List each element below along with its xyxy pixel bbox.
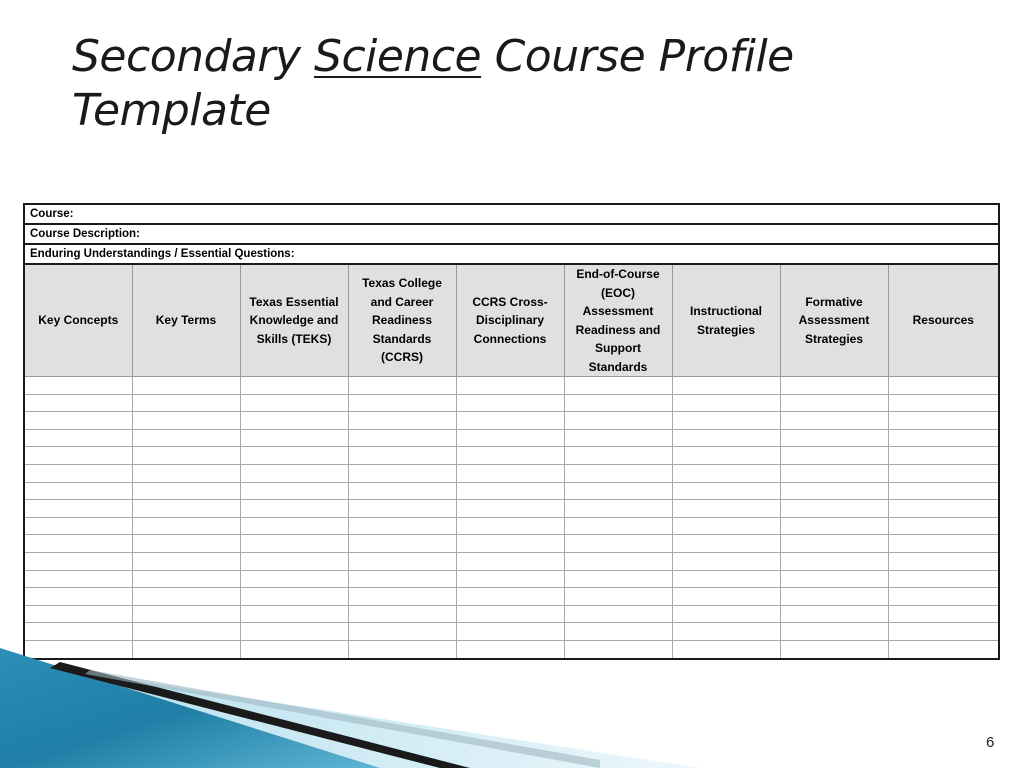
table-cell[interactable] xyxy=(240,412,348,430)
table-cell[interactable] xyxy=(888,535,999,553)
table-row xyxy=(24,447,999,465)
table-cell[interactable] xyxy=(24,552,132,570)
table-row xyxy=(24,517,999,535)
table-row xyxy=(24,412,999,430)
table-cell[interactable] xyxy=(888,570,999,588)
table-cell[interactable] xyxy=(564,588,672,606)
table-cell[interactable] xyxy=(888,605,999,623)
table-cell[interactable] xyxy=(132,377,240,395)
table-cell[interactable] xyxy=(240,394,348,412)
table-cell[interactable] xyxy=(780,429,888,447)
table-cell[interactable] xyxy=(348,394,456,412)
table-cell[interactable] xyxy=(132,570,240,588)
course-description-field[interactable]: Course Description: xyxy=(24,224,999,244)
table-cell[interactable] xyxy=(780,552,888,570)
table-cell[interactable] xyxy=(456,377,564,395)
table-cell[interactable] xyxy=(24,464,132,482)
course-field[interactable]: Course: xyxy=(24,204,999,224)
table-cell[interactable] xyxy=(780,640,888,658)
table-cell[interactable] xyxy=(132,482,240,500)
table-cell[interactable] xyxy=(672,500,780,518)
table-cell[interactable] xyxy=(132,394,240,412)
table-cell[interactable] xyxy=(888,482,999,500)
column-header-key-concepts: Key Concepts xyxy=(24,264,132,377)
table-cell[interactable] xyxy=(240,552,348,570)
table-cell[interactable] xyxy=(348,517,456,535)
table-cell[interactable] xyxy=(240,482,348,500)
table-cell[interactable] xyxy=(780,535,888,553)
table-cell[interactable] xyxy=(348,588,456,606)
title-prefix: Secondary xyxy=(72,31,315,82)
table-cell[interactable] xyxy=(132,464,240,482)
table-cell[interactable] xyxy=(672,447,780,465)
table-cell[interactable] xyxy=(240,623,348,641)
table-cell[interactable] xyxy=(24,429,132,447)
table-cell[interactable] xyxy=(240,500,348,518)
table-cell[interactable] xyxy=(348,552,456,570)
table-cell[interactable] xyxy=(672,464,780,482)
page-number: 6 xyxy=(986,734,995,751)
table-row xyxy=(24,535,999,553)
table-cell[interactable] xyxy=(672,482,780,500)
slide-title xyxy=(72,30,972,138)
table-cell[interactable] xyxy=(780,412,888,430)
table-cell[interactable] xyxy=(780,500,888,518)
column-header-instructional-strategies: Instructional Strategies xyxy=(672,264,780,377)
column-header-key-terms: Key Terms xyxy=(132,264,240,377)
table-cell[interactable] xyxy=(564,623,672,641)
table-row xyxy=(24,552,999,570)
table-cell[interactable] xyxy=(456,552,564,570)
table-cell[interactable] xyxy=(24,605,132,623)
table-cell[interactable] xyxy=(240,570,348,588)
table-cell[interactable] xyxy=(564,535,672,553)
table-row xyxy=(24,623,999,641)
column-header-resources: Resources xyxy=(888,264,999,377)
table-cell[interactable] xyxy=(564,412,672,430)
table-cell[interactable] xyxy=(24,535,132,553)
table-cell[interactable] xyxy=(564,552,672,570)
table-cell[interactable] xyxy=(888,640,999,658)
table-cell[interactable] xyxy=(348,482,456,500)
table-cell[interactable] xyxy=(24,500,132,518)
table-cell[interactable] xyxy=(240,377,348,395)
table-cell[interactable] xyxy=(348,412,456,430)
table-cell[interactable] xyxy=(780,605,888,623)
table-cell[interactable] xyxy=(24,623,132,641)
table-cell[interactable] xyxy=(780,623,888,641)
table-row xyxy=(24,588,999,606)
table-cell[interactable] xyxy=(24,377,132,395)
table-cell[interactable] xyxy=(348,500,456,518)
table-cell[interactable] xyxy=(456,394,564,412)
table-cell[interactable] xyxy=(240,605,348,623)
table-cell[interactable] xyxy=(348,447,456,465)
table-cell[interactable] xyxy=(348,570,456,588)
table-cell[interactable] xyxy=(672,394,780,412)
table-cell[interactable] xyxy=(564,429,672,447)
table-row xyxy=(24,570,999,588)
column-header-teks: Texas Essential Knowledge and Skills (TEKS) xyxy=(240,264,348,377)
table-cell[interactable] xyxy=(888,412,999,430)
column-header-ccrs-cross-disciplinary: CCRS Cross-Disciplinary Connections xyxy=(456,264,564,377)
table-cell[interactable] xyxy=(240,429,348,447)
title-suffix: Course Profile Template xyxy=(72,31,794,136)
course-profile-table xyxy=(23,203,1000,660)
table-cell[interactable] xyxy=(456,535,564,553)
table-cell[interactable] xyxy=(132,447,240,465)
table-cell[interactable] xyxy=(564,605,672,623)
column-header-eoc-standards: End-of-Course (EOC) Assessment Readiness and Support Standards xyxy=(564,264,672,377)
table-cell[interactable] xyxy=(564,394,672,412)
table-cell[interactable] xyxy=(672,377,780,395)
table-cell[interactable] xyxy=(888,464,999,482)
table-cell[interactable] xyxy=(132,412,240,430)
table-cell[interactable] xyxy=(564,464,672,482)
table-cell[interactable] xyxy=(888,588,999,606)
table-cell[interactable] xyxy=(456,482,564,500)
table-cell[interactable] xyxy=(780,570,888,588)
table-cell[interactable] xyxy=(132,552,240,570)
table-cell[interactable] xyxy=(348,623,456,641)
table-row xyxy=(24,394,999,412)
table-cell[interactable] xyxy=(672,552,780,570)
table-cell[interactable] xyxy=(132,623,240,641)
table-cell[interactable] xyxy=(456,588,564,606)
table-cell[interactable] xyxy=(888,500,999,518)
table-cell[interactable] xyxy=(780,377,888,395)
table-cell[interactable] xyxy=(672,605,780,623)
table-cell[interactable] xyxy=(24,447,132,465)
table-cell[interactable] xyxy=(888,447,999,465)
table-cell[interactable] xyxy=(348,535,456,553)
table-cell[interactable] xyxy=(672,588,780,606)
table-cell[interactable] xyxy=(456,605,564,623)
table-cell[interactable] xyxy=(672,412,780,430)
table-row xyxy=(24,429,999,447)
table-cell[interactable] xyxy=(564,482,672,500)
table-cell[interactable] xyxy=(456,570,564,588)
table-cell[interactable] xyxy=(456,447,564,465)
table-cell[interactable] xyxy=(24,482,132,500)
table-cell[interactable] xyxy=(132,517,240,535)
table-cell[interactable] xyxy=(24,517,132,535)
table-cell[interactable] xyxy=(888,552,999,570)
table-cell[interactable] xyxy=(24,588,132,606)
table-cell[interactable] xyxy=(888,623,999,641)
decorative-ribbon xyxy=(0,640,700,768)
table-cell[interactable] xyxy=(132,535,240,553)
table-cell[interactable] xyxy=(564,517,672,535)
table-cell[interactable] xyxy=(240,464,348,482)
enduring-understandings-field[interactable]: Enduring Understandings / Essential Questions: xyxy=(24,244,999,264)
table-cell[interactable] xyxy=(564,447,672,465)
table-cell[interactable] xyxy=(240,535,348,553)
table-cell[interactable] xyxy=(888,517,999,535)
table-cell[interactable] xyxy=(456,412,564,430)
column-header-row xyxy=(24,264,999,377)
table-cell[interactable] xyxy=(132,500,240,518)
table-cell[interactable] xyxy=(672,535,780,553)
table-cell[interactable] xyxy=(456,464,564,482)
table-cell[interactable] xyxy=(456,623,564,641)
table-cell[interactable] xyxy=(348,605,456,623)
table-cell[interactable] xyxy=(780,394,888,412)
table-cell[interactable] xyxy=(564,500,672,518)
table-cell[interactable] xyxy=(780,464,888,482)
table-cell[interactable] xyxy=(672,570,780,588)
table-row xyxy=(24,605,999,623)
table-row xyxy=(24,464,999,482)
table-cell[interactable] xyxy=(456,500,564,518)
table-cell[interactable] xyxy=(672,429,780,447)
table-cell[interactable] xyxy=(672,623,780,641)
table-cell[interactable] xyxy=(888,377,999,395)
table-cell[interactable] xyxy=(780,588,888,606)
table-cell[interactable] xyxy=(456,429,564,447)
title-underlined-word: Science xyxy=(314,31,482,82)
table-cell[interactable] xyxy=(132,429,240,447)
table-row xyxy=(24,377,999,395)
column-header-ccrs: Texas College and Career Readiness Standards (CCRS) xyxy=(348,264,456,377)
table-cell[interactable] xyxy=(24,412,132,430)
table-cell[interactable] xyxy=(348,429,456,447)
table-cell[interactable] xyxy=(888,429,999,447)
table-row xyxy=(24,500,999,518)
column-header-formative-assessment: Formative Assessment Strategies xyxy=(780,264,888,377)
table-cell[interactable] xyxy=(564,570,672,588)
table-cell[interactable] xyxy=(456,517,564,535)
table-cell[interactable] xyxy=(240,588,348,606)
table-row xyxy=(24,482,999,500)
table-cell[interactable] xyxy=(780,517,888,535)
table-cell[interactable] xyxy=(132,605,240,623)
table-cell[interactable] xyxy=(24,570,132,588)
table-cell[interactable] xyxy=(564,377,672,395)
table-cell[interactable] xyxy=(348,377,456,395)
table-cell[interactable] xyxy=(240,517,348,535)
table-cell[interactable] xyxy=(780,447,888,465)
table-cell[interactable] xyxy=(672,517,780,535)
table-cell[interactable] xyxy=(348,464,456,482)
table-cell[interactable] xyxy=(132,588,240,606)
table-cell[interactable] xyxy=(240,447,348,465)
table-cell[interactable] xyxy=(780,482,888,500)
table-cell[interactable] xyxy=(888,394,999,412)
table-cell[interactable] xyxy=(24,394,132,412)
